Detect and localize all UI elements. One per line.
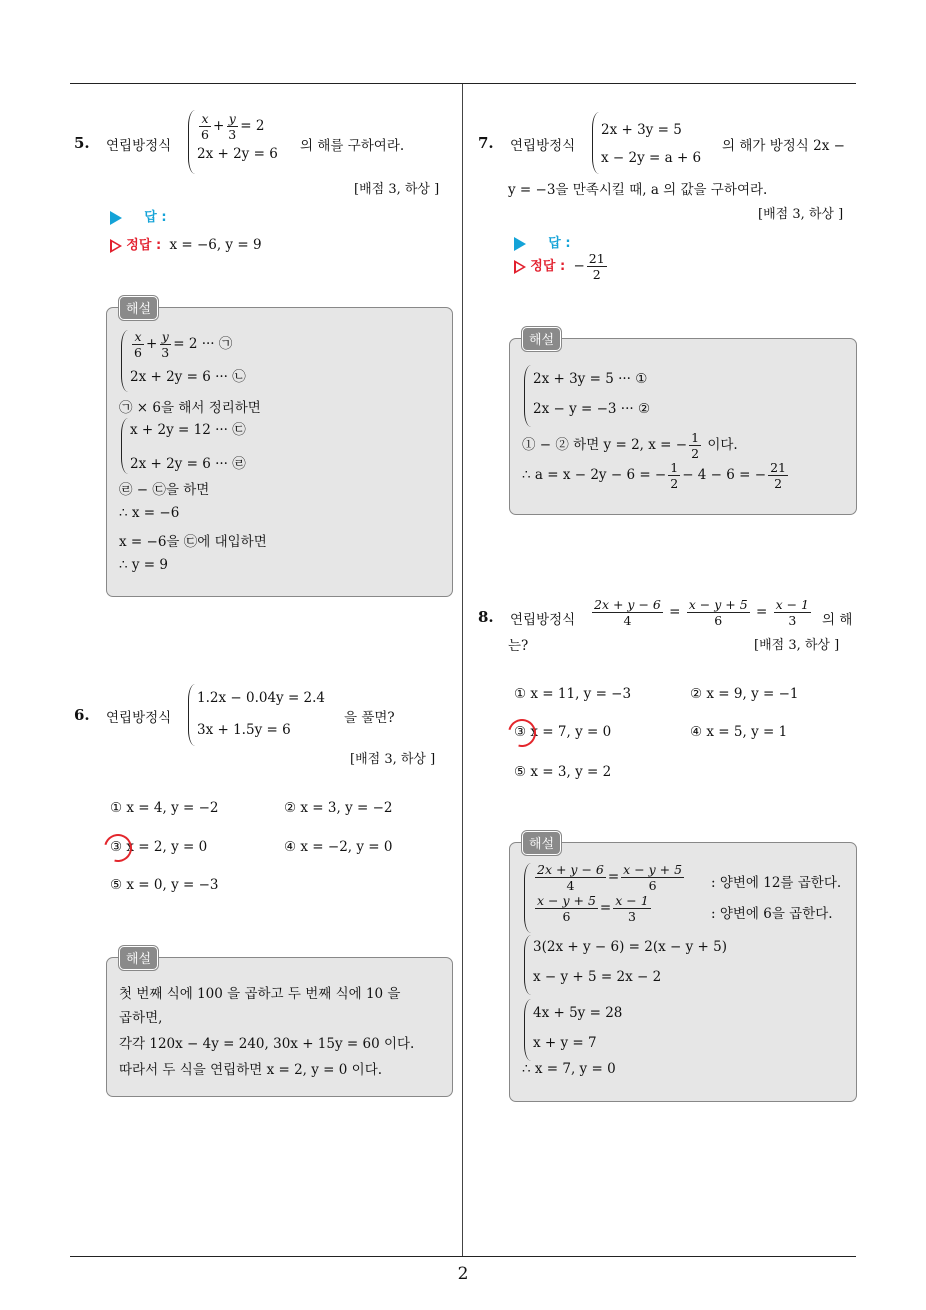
option-4[interactable]: ④ x = 5, y = 1 bbox=[690, 724, 788, 740]
explanation-tag: 해설 bbox=[522, 327, 561, 351]
selected-mark: ③ bbox=[514, 724, 527, 740]
selected-mark: ③ bbox=[110, 839, 123, 855]
explanation-box-7: 해설 2x + 3y = 5 ··· ① 2x − y = −3 ··· ② ① − ② 하면 y = 2, x = − $\frac{1}{2}$ 이다. ∴ a = x − 2y − 6 = − $\frac{1}{2}$ − 4 − 6 = − $\frac{21}{2}$ bbox=[509, 338, 857, 515]
page-number: 2 bbox=[457, 1264, 469, 1284]
answer-row-5[interactable]: 답 : bbox=[110, 206, 167, 225]
option-3[interactable]: ③ x = 7, y = 0 bbox=[514, 724, 612, 740]
option-4[interactable]: ④ x = −2, y = 0 bbox=[284, 839, 393, 855]
explanation-tag: 해설 bbox=[119, 296, 158, 320]
question-8: 8. 연립방정식 $\frac{2x + y - 6}{4}$ = $\frac{x - y + 5}{6}$ = $\frac{x - 1}{3}$ 의 해 bbox=[478, 597, 853, 628]
question-number: 5. bbox=[74, 134, 90, 152]
correct-answer-5: 정답 : x = −6, y = 9 bbox=[110, 234, 262, 253]
score-6: [배점 3, 하상 ] bbox=[350, 752, 436, 767]
option-1[interactable]: ① x = 4, y = −2 bbox=[110, 800, 219, 816]
option-3[interactable]: ③ x = 2, y = 0 bbox=[110, 839, 208, 855]
play-icon bbox=[514, 237, 526, 251]
top-rule bbox=[70, 83, 856, 84]
question-6: 6. 연립방정식 1.2x − 0.04y = 2.4 3x + 1.5y = 6 을 풀면? bbox=[74, 680, 454, 750]
explanation-tag: 해설 bbox=[522, 831, 561, 855]
score-8: [배점 3, 하상 ] bbox=[754, 638, 840, 653]
equation-system: $\frac{x}{6}$ + $\frac{y}{3}$ = 2 2x + 2y = 6 bbox=[188, 110, 278, 174]
question-tail: 의 해를 구하여라. bbox=[300, 138, 405, 154]
column-divider bbox=[462, 84, 463, 1256]
explanation-tag: 해설 bbox=[119, 946, 158, 970]
option-5[interactable]: ⑤ x = 3, y = 2 bbox=[514, 764, 612, 780]
bottom-rule bbox=[70, 1256, 856, 1257]
score-7: [배점 3, 하상 ] bbox=[758, 207, 844, 222]
explanation-box-5: 해설 $\frac{x}{6}$ + $\frac{y}{3}$ = 2 ··· ㉠ 2x + 2y = 6 ··· ㉡ ㉠ × 6을 해서 정리하면 x + 2y = 12 ··· ㉢ 2x + 2y = 6 ··· ㉣ ㉣ − ㉢을 하면 ∴ x = −6 x = −6을 ㉢에 대입하면 ∴ y = 9 bbox=[106, 307, 453, 597]
option-5[interactable]: ⑤ x = 0, y = −3 bbox=[110, 877, 219, 893]
correct-answer-7: 정답 : − $\frac{21}{2}$ bbox=[514, 252, 609, 281]
explanation-box-6: 해설 첫 번째 식에 100 을 곱하고 두 번째 식에 10 을 곱하면, 각각 120x − 4y = 240, 30x + 15y = 60 이다. 따라서 두 식을 연립하면 x = 2, y = 0 이다. bbox=[106, 957, 453, 1097]
question-7: 7. 연립방정식 2x + 3y = 5 x − 2y = a + 6 의 해가 방정식 2x − bbox=[478, 110, 858, 174]
answer-row-7[interactable]: 답 : bbox=[514, 232, 571, 251]
equation-system: 1.2x − 0.04y = 2.4 3x + 1.5y = 6 bbox=[188, 684, 325, 746]
equation-system: 2x + 3y = 5 x − 2y = a + 6 bbox=[592, 112, 701, 174]
question-lead: 연립방정식 bbox=[106, 138, 172, 154]
explanation-box-8: 해설 $\frac{2x + y - 6}{4}$ = $\frac{x - y + 5}{6}$ : 양변에 12를 곱한다. $\frac{x - y + 5}{6}$ = $\frac{x - 1}{3}$ : 양변에 6을 곱한다. 3(2x + y − 6) = 2(x − y + 5) x − y + 5 = 2x − 2 4x + 5y = 28 x + y = 7 ∴ x = 7, y = 0 bbox=[509, 842, 857, 1102]
outline-triangle-icon bbox=[514, 260, 526, 274]
score-5: [배점 3, 하상 ] bbox=[354, 182, 440, 197]
option-2[interactable]: ② x = 9, y = −1 bbox=[690, 686, 799, 702]
option-2[interactable]: ② x = 3, y = −2 bbox=[284, 800, 393, 816]
play-icon bbox=[110, 211, 122, 225]
question-8-cont: 는? bbox=[508, 638, 529, 654]
question-7-cont: y = −3을 만족시킬 때, a 의 값을 구하여라. bbox=[508, 182, 768, 198]
outline-triangle-icon bbox=[110, 239, 122, 253]
option-1[interactable]: ① x = 11, y = −3 bbox=[514, 686, 632, 702]
